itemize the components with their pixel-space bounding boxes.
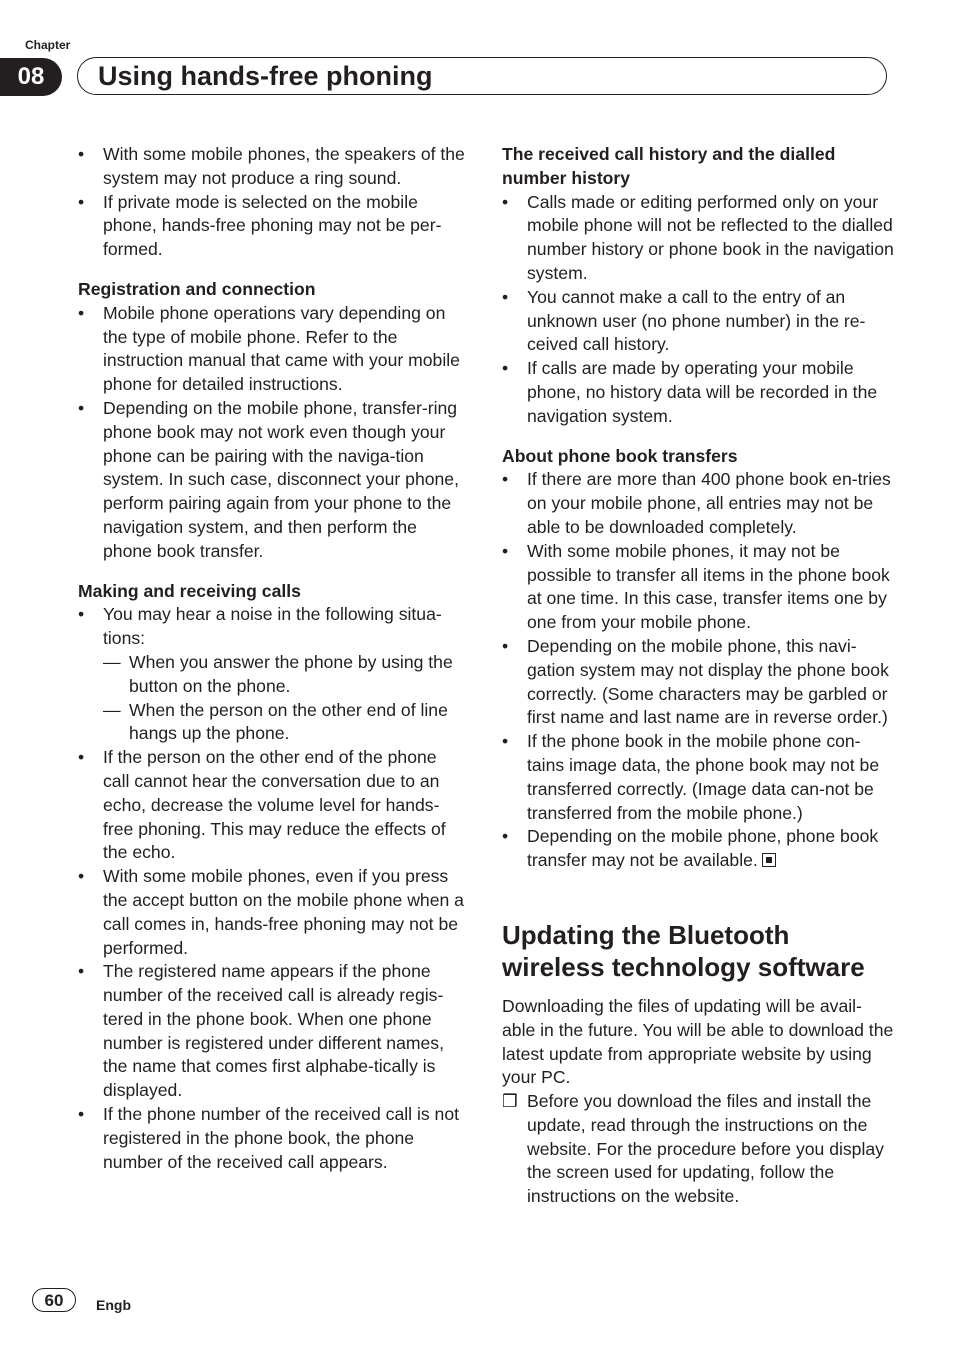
list-item-text: Calls made or editing performed only on your mobile phone will not be reflected to the dialled number history or phone book in the navigation system. — [527, 191, 894, 283]
transfers-heading: About phone book transfers — [502, 445, 738, 466]
dash-icon: — — [103, 699, 121, 720]
list-item — [502, 191, 894, 286]
list-item-text: With some mobile phones, it may not be possible to transfer all items in the phone book at one time. In this case, transfer items one by one from your mobile phone. — [527, 540, 890, 633]
bullet-icon: • — [502, 826, 509, 847]
bullet-icon: • — [502, 540, 509, 561]
list-item — [78, 603, 466, 746]
chapter-title: Using hands-free phoning — [98, 61, 433, 91]
list-item — [502, 730, 894, 825]
list-item-text: If the phone number of the received call is not registered in the phone book, the phone number of the received call appears. — [103, 1104, 459, 1172]
list-item-text: You may hear a noise in the following situa-tions: — [103, 604, 442, 649]
chapter-title-box — [77, 57, 887, 95]
list-item — [502, 286, 894, 357]
registration-list — [78, 302, 466, 564]
bullet-icon: • — [78, 747, 85, 768]
update-section-title: Updating the Bluetooth wireless technology software — [502, 919, 865, 982]
note-text: Before you download the files and install the update, read through the instructions on the website. For the procedure before you display the screen used for updating, follow the instructions on the website. — [527, 1091, 884, 1207]
list-item-text: You cannot make a call to the entry of an unknown user (no phone number) in the re-ceived call history. — [527, 286, 866, 355]
bullet-icon: • — [502, 731, 509, 752]
bullet-icon: • — [78, 302, 85, 323]
sub-list-item — [103, 651, 466, 699]
list-item — [78, 1103, 466, 1174]
bullet-icon: • — [78, 961, 85, 982]
list-item-text: If the person on the other end of the phone call cannot hear the conversation due to an echo, decrease the volume level for hands-free phoning. This may reduce the effects of the echo. — [103, 747, 446, 863]
bullet-icon: • — [78, 144, 85, 164]
transfers-list — [502, 468, 894, 873]
right-column — [502, 143, 894, 1209]
list-item — [78, 746, 466, 865]
bullet-icon: • — [78, 604, 85, 625]
bullet-icon: • — [502, 358, 509, 379]
sub-list-item-text: When the person on the other end of line hangs up the phone. — [129, 699, 448, 744]
sub-list-item — [103, 699, 466, 747]
list-item — [78, 143, 466, 191]
list-item-text: Depending on the mobile phone, transfer-ring phone book may not work even though your phone can be pairing with the naviga-tion system. In such case, disconnect your phone, perform pairing again from your phone to the navigation system, and then perform the phone book transfer. — [103, 397, 459, 561]
list-item-text: With some mobile phones, the speakers of the system may not produce a ring sound. — [103, 144, 465, 188]
list-item-text: The registered name appears if the phone number of the received call is already regis-tered in the phone book. When one phone number is registered under different names, the name that comes first alphabe-tically is displayed. — [103, 961, 444, 1101]
bullet-icon: • — [502, 191, 509, 212]
page-number: 60 — [32, 1288, 76, 1312]
chapter-number-tab: 08 — [0, 58, 62, 96]
list-item — [78, 302, 466, 397]
note-box-icon: ❒ — [502, 1091, 518, 1112]
list-item-text: With some mobile phones, even if you press the accept button on the mobile phone when a call comes in, hands-free phoning may not be performed. — [103, 866, 464, 958]
chapter-label: Chapter — [25, 38, 71, 52]
bullet-icon: • — [78, 191, 85, 212]
intro-list — [78, 143, 466, 262]
list-item — [502, 357, 894, 428]
list-item-text: If there are more than 400 phone book en-tries on your mobile phone, all entries may not be able to be downloaded completely. — [527, 469, 891, 537]
bullet-icon: • — [502, 635, 509, 656]
note-item — [502, 1090, 894, 1209]
dash-icon: — — [103, 651, 121, 672]
list-item — [78, 960, 466, 1103]
registration-heading: Registration and connection — [78, 278, 316, 299]
calls-list — [78, 603, 466, 1174]
calls-heading: Making and receiving calls — [78, 580, 301, 601]
language-code: Engb — [96, 1297, 131, 1313]
update-body: Downloading the files of updating will be avail-able in the future. You will be able to download the latest update from appropriate website by using your PC. — [502, 995, 894, 1088]
list-item — [78, 865, 466, 960]
list-item — [502, 825, 894, 873]
list-item — [502, 468, 894, 539]
left-column — [78, 143, 466, 1174]
list-item — [502, 635, 894, 730]
list-item-text: Depending on the mobile phone, phone book transfer may not be available. — [527, 826, 879, 871]
bullet-icon: • — [78, 397, 85, 418]
list-item — [78, 397, 466, 564]
history-heading: The received call history and the dialled number history — [502, 144, 836, 188]
bullet-icon: • — [502, 469, 509, 490]
history-list — [502, 191, 894, 429]
list-item-text: If private mode is selected on the mobile phone, hands-free phoning may not be per-formed. — [103, 191, 442, 260]
bullet-icon: • — [502, 286, 509, 307]
noise-sublist — [103, 651, 466, 746]
update-notes — [502, 1090, 894, 1209]
bullet-icon: • — [78, 1104, 85, 1125]
list-item-text: If the phone book in the mobile phone con-tains image data, the phone book may not be transferred correctly. (Image data can-not be transferred from the mobile phone.) — [527, 731, 880, 823]
sub-list-item-text: When you answer the phone by using the button on the phone. — [129, 651, 453, 696]
list-item-text: Depending on the mobile phone, this navi-gation system may not display the phone book correctly. (Some characters may be garbled or first name and last name are in reverse order.) — [527, 635, 889, 728]
end-mark-icon — [762, 853, 776, 867]
list-item-text: If calls are made by operating your mobile phone, no history data will be recorded in the navigation system. — [527, 358, 878, 426]
list-item-text: Mobile phone operations vary depending on the type of mobile phone. Refer to the instruction manual that came with your mobile phone for detailed instructions. — [103, 302, 460, 395]
list-item — [502, 540, 894, 635]
list-item — [78, 191, 466, 262]
bullet-icon: • — [78, 866, 85, 887]
